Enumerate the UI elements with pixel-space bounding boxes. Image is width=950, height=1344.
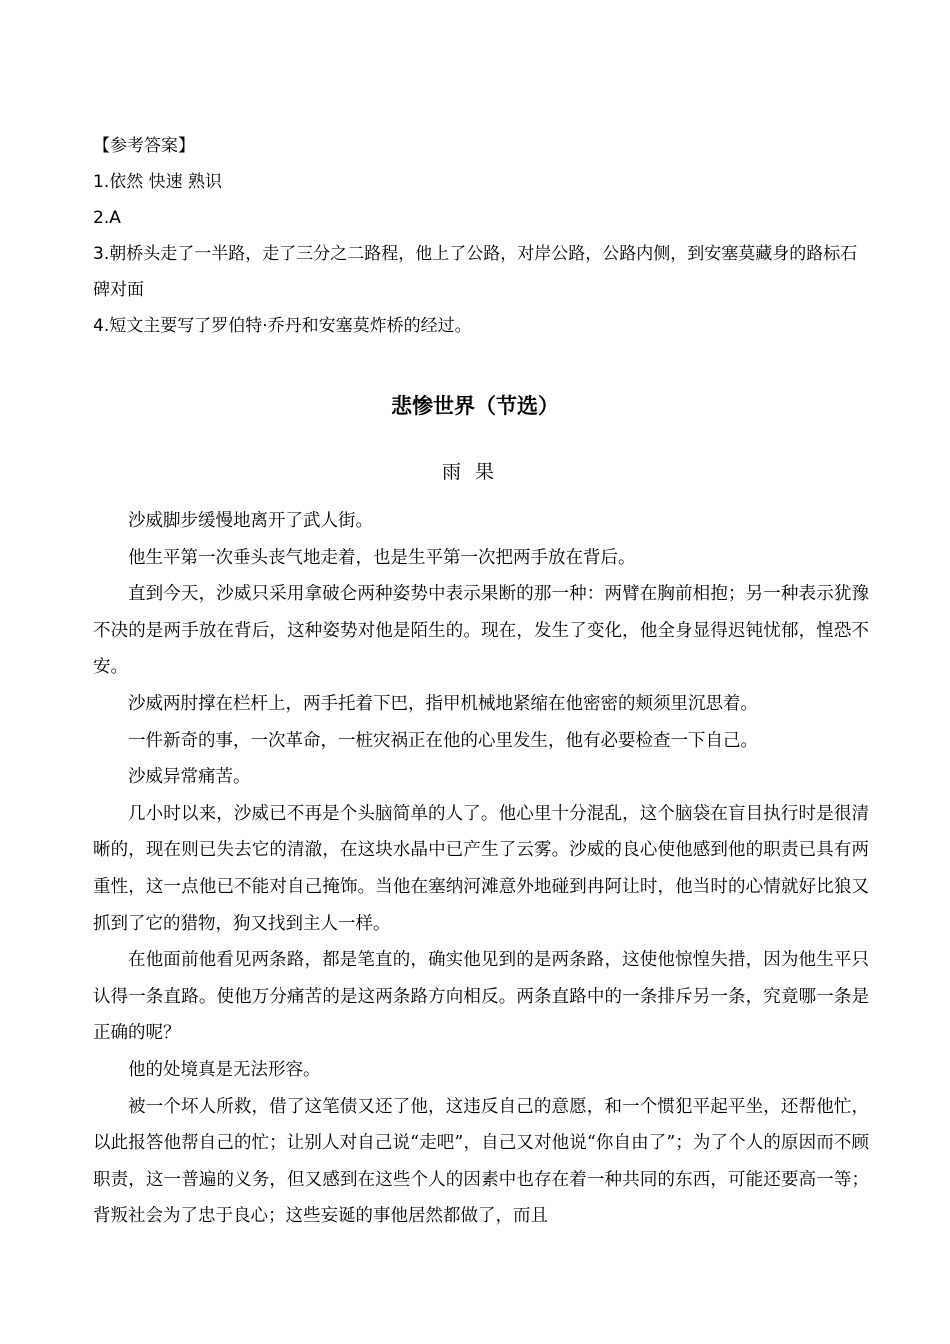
paragraph: 他生平第一次垂头丧气地走着，也是生平第一次把两手放在背后。 bbox=[128, 547, 636, 568]
paragraph: 他的处境真是无法形容。 bbox=[128, 1059, 321, 1080]
paragraph: 沙威异常痛苦。 bbox=[128, 767, 251, 788]
answer-item-2: 2.A bbox=[93, 208, 121, 228]
answer-item-4: 4.短文主要写了罗伯特·乔丹和安塞莫炸桥的经过。 bbox=[93, 316, 472, 336]
article-author: 雨果 bbox=[441, 461, 508, 483]
article-body bbox=[93, 503, 869, 1235]
answer-item-1: 1.依然 快速 熟识 bbox=[93, 172, 223, 192]
answer-header: 【参考答案】 bbox=[93, 136, 195, 156]
paragraph: 被一个坏人所救，借了这笔债又还了他，这违反自己的意愿，和一个惯犯平起平坐，还帮他忙，以此报答他帮自己的忙；让别人对自己说“走吧”，自己又对他说“你自由了”；为了个人的原因而不顾职责，这一普遍的义务，但又感到在这些个人的因素中也存在着一种共同的东西，可能还要高一等；背叛社会为了忠于良心；这些妄诞的事他居然都做了，而且 bbox=[93, 1096, 869, 1227]
paragraph: 几小时以来，沙威已不再是个头脑简单的人了。他心里十分混乱，这个脑袋在盲目执行时是很清晰的，现在则已失去它的清澈，在这块水晶中已产生了云雾。沙威的良心使他感到他的职责已具有两重性，这一点他已不能对自己掩饰。当他在塞纳河滩意外地碰到冉阿让时，他当时的心情就好比狼又抓到了它的猎物，狗又找到主人一样。 bbox=[93, 803, 869, 934]
paragraph: 直到今天，沙威只采用拿破仑两种姿势中表示果断的那一种：两臂在胸前相抱；另一种表示犹豫不决的是两手放在背后，这种姿势对他是陌生的。现在，发生了变化，他全身显得迟钝忧郁，惶恐不安。 bbox=[93, 584, 869, 678]
paragraph: 一件新奇的事，一次革命，一桩灾祸正在他的心里发生，他有必要检查一下自己。 bbox=[128, 730, 758, 751]
answer-section bbox=[93, 128, 873, 344]
paragraph: 在他面前他看见两条路，都是笔直的，确实他见到的是两条路，这使他惊惶失措，因为他生平只认得一条直路。使他万分痛苦的是这两条路方向相反。两条直路中的一条排斥另一条，究竟哪一条是正确的呢？ bbox=[93, 950, 869, 1044]
paragraph: 沙威两肘撑在栏杆上，两手托着下巴，指甲机械地紧缩在他密密的颊须里沉思着。 bbox=[128, 693, 758, 714]
paragraph: 沙威脚步缓慢地离开了武人街。 bbox=[128, 511, 373, 531]
article-title: 悲惨世界（节选） bbox=[391, 393, 559, 418]
answer-item-3: 3.朝桥头走了一半路，走了三分之二路程，他上了公路，对岸公路，公路内侧，到安塞莫藏身的路标石碑对面 bbox=[93, 244, 858, 300]
